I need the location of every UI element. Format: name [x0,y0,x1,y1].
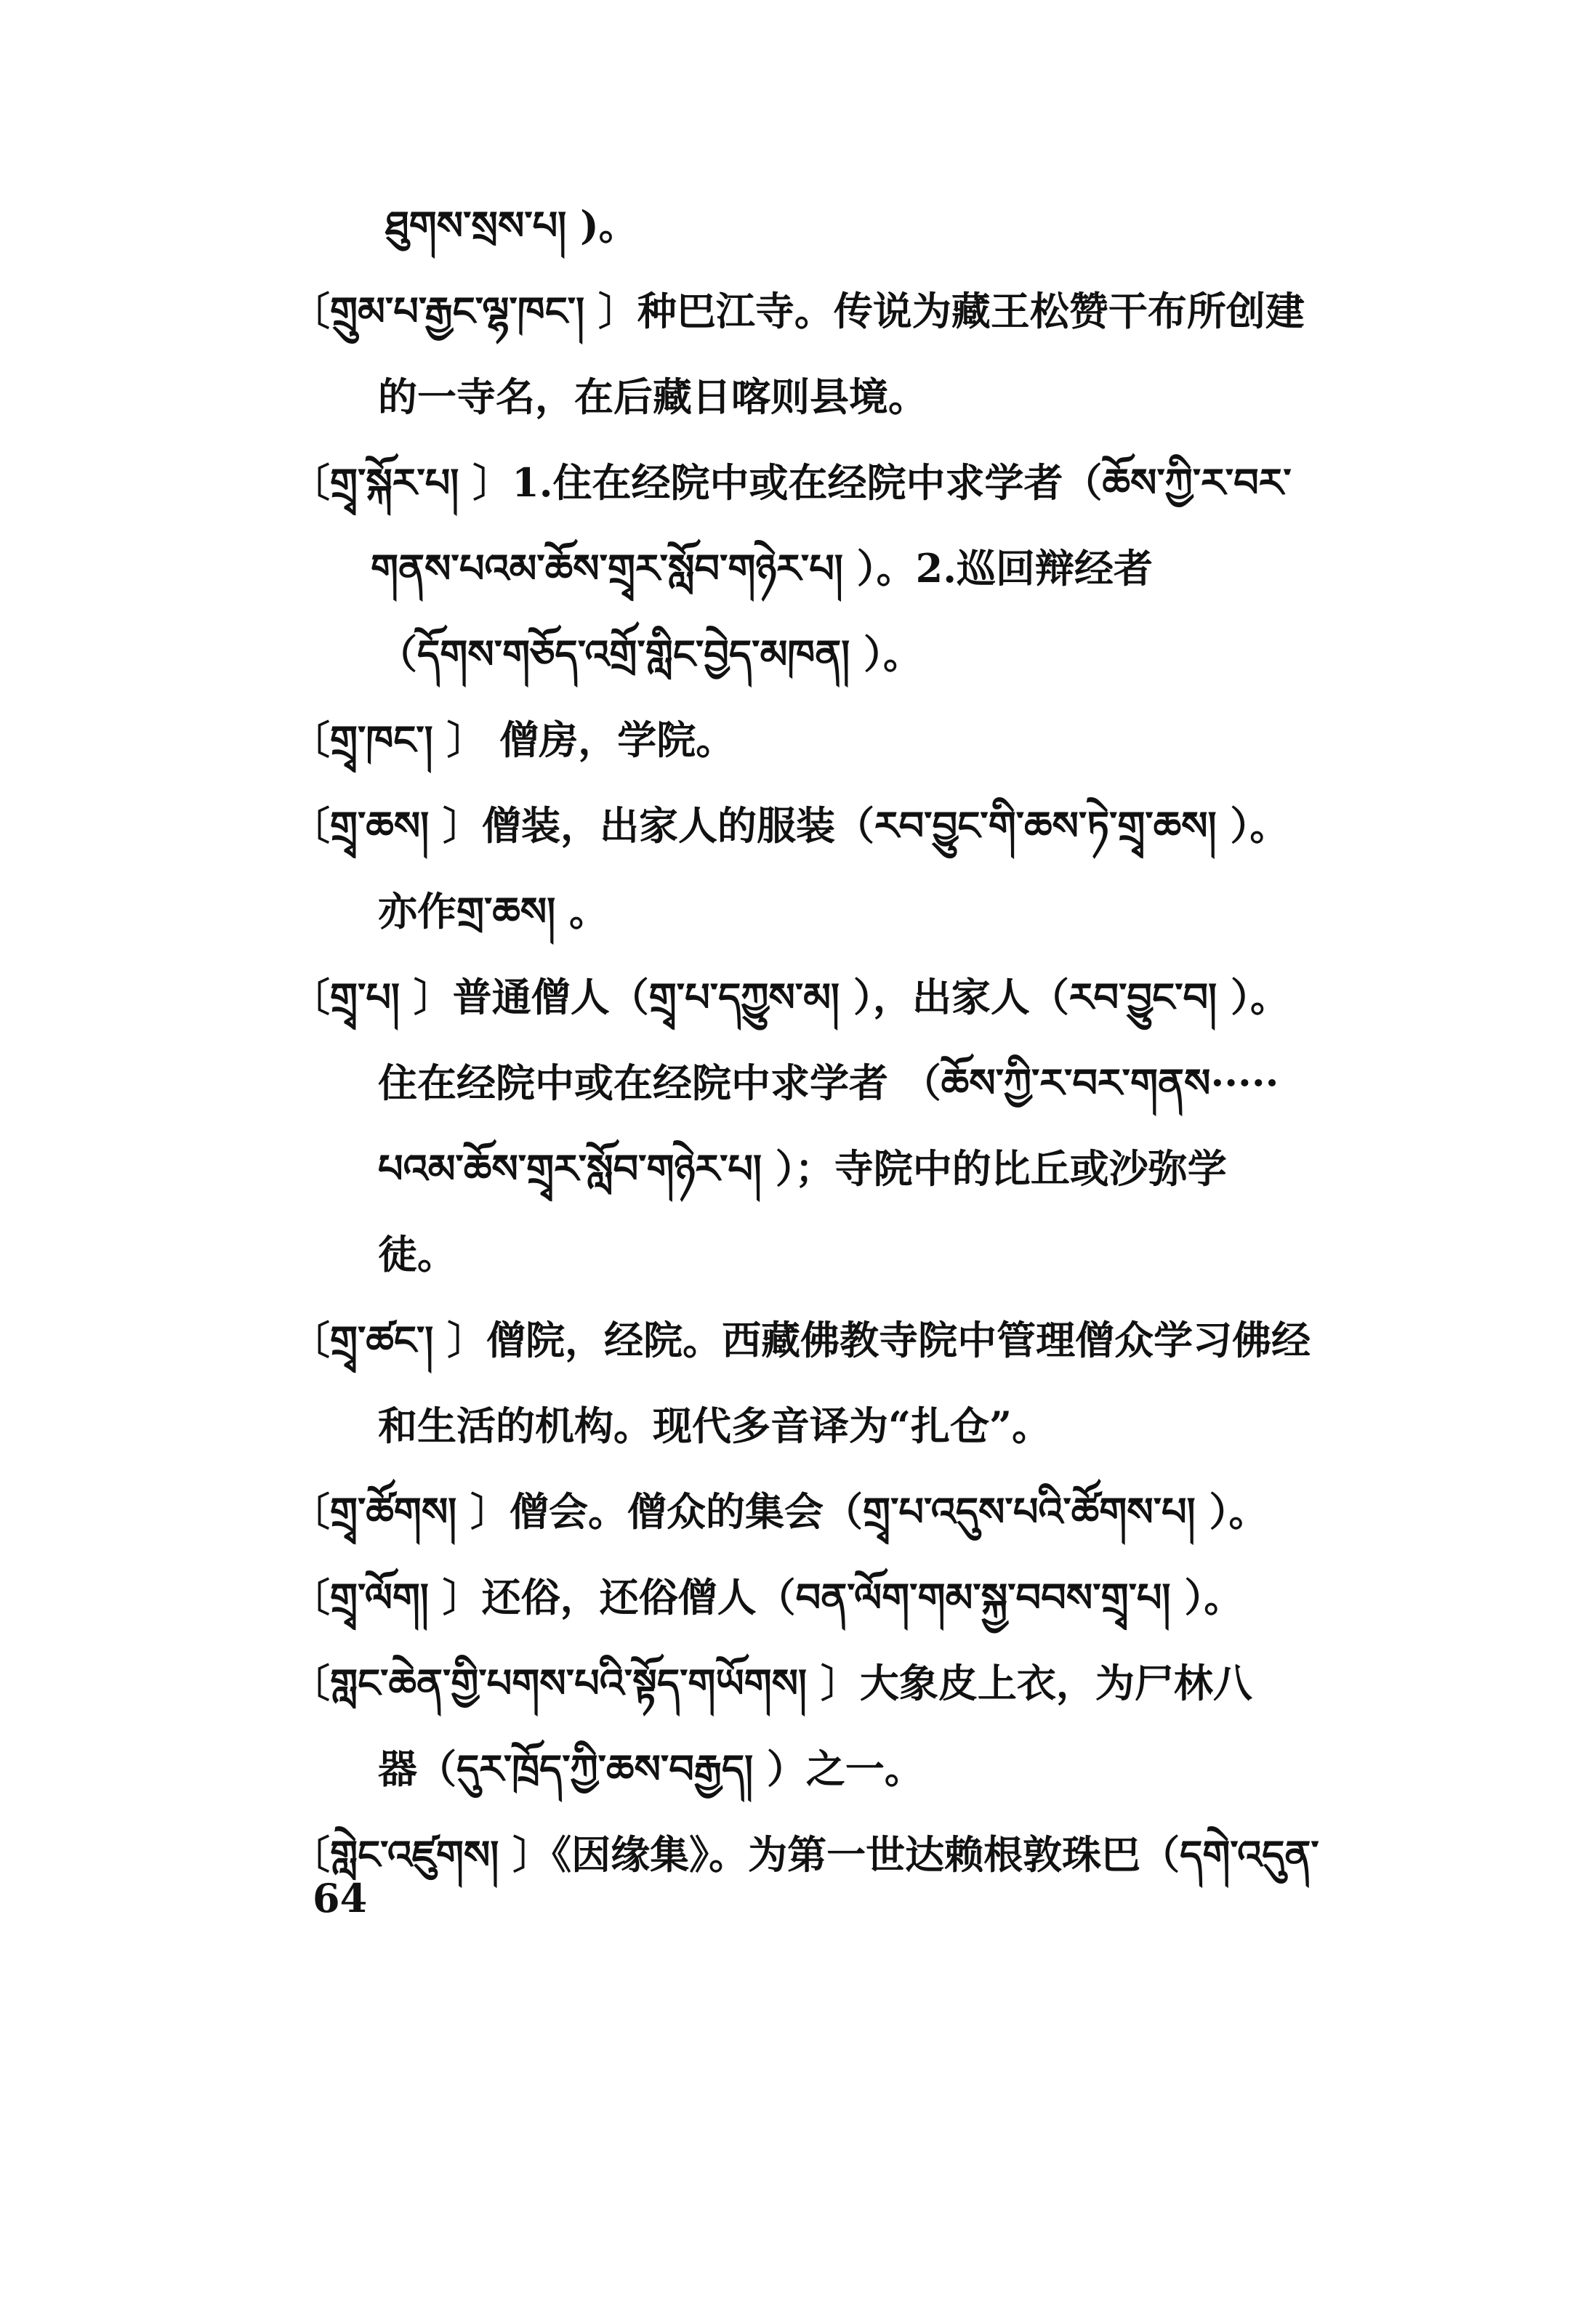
text-line: གནས་པའམ་ཆོས་གྲྭར་སློབ་གཉེར་པ། ）。2.巡回辩经者 [371,545,1154,592]
text-line: 亦作གྲ་ཆས། 。 [378,888,609,935]
text-line: （དོགས་གཅོད་འགྲོ་གླིང་བྱེད་མཁན། ）。 [378,631,923,677]
page-number: 64 [313,1875,368,1921]
entry-headword-line: 〔གྲྭ་ཚང་། 〕僧院，经院。西藏佛教寺院中管理僧众学习佛经 [291,1317,1311,1363]
entry-headword-line: 〔གླེང་འཛུགས། 〕《因缘集》。为第一世达赖根敦珠巴（དགེ་འདུན་ [291,1831,1319,1878]
entry-headword-line: 〔གྲྭ་ལོག། 〕还俗，还俗僧人（བན་ལོག་གམ་སྐྱ་བབས་གྲྭ་པ། ）。 [291,1574,1244,1621]
text-line: པའམ་ཆོས་གྲྭར་སློབ་གཉེར་པ། ）；寺院中的比丘或沙弥学 [378,1145,1227,1192]
text-line: 住在经院中或在经院中求学者 （ཆོས་ཀྱི་ར་བར་གནས····· [378,1060,1279,1106]
entry-headword-line: 〔གྲྭ་སྐོར་པ། 〕1.住在经院中或在经院中求学者（ཆོས་ཀྱི་ར་བར་ [291,459,1292,506]
entry-headword-line: 〔གླང་ཆེན་གྱི་པགས་པའི་སྟོད་གཡོགས། 〕大象皮上衣，为尸林八 [291,1660,1252,1706]
text-line: 的一寺名，在后藏日喀则县境。 [378,374,927,420]
entry-headword-line: 〔གྲྭ་ཁང་། 〕 僧房，学院。 [291,717,736,763]
entry-headword-line: 〔གྲྭ་པ། 〕普通僧人（གྲྭ་པ་དཀྱུས་མ། ），出家人（རབ་བྱུང་བ། ）。 [291,974,1289,1020]
entry-headword-line: 〔གྲྭ་ཆས། 〕僧装，出家人的服装（རབ་བྱུང་གི་ཆས་ཏེ་གྲྭ་ཆས། ）。 [291,802,1289,849]
text-line: ཐུགས་སྲས་པ། )。 [385,202,638,249]
text-line: 徒。 [378,1231,456,1278]
text-line: 器（དུར་ཁྲོད་ཀྱི་ཆས་བརྒྱད། ）之一。 [378,1746,924,1792]
entry-headword-line: 〔གྲུམ་པ་རྒྱང་ལྷ་ཁང་། 〕种巴江寺。传说为藏王松赞干布所创建 [291,288,1305,334]
entry-headword-line: 〔གྲྭ་ཚོགས། 〕僧会。僧众的集会（གྲྭ་པ་འདུས་པའི་ཚོགས་པ། ）。 [291,1488,1268,1535]
text-line: 和生活的机构。现代多音译为“扎仓”。 [378,1403,1052,1449]
